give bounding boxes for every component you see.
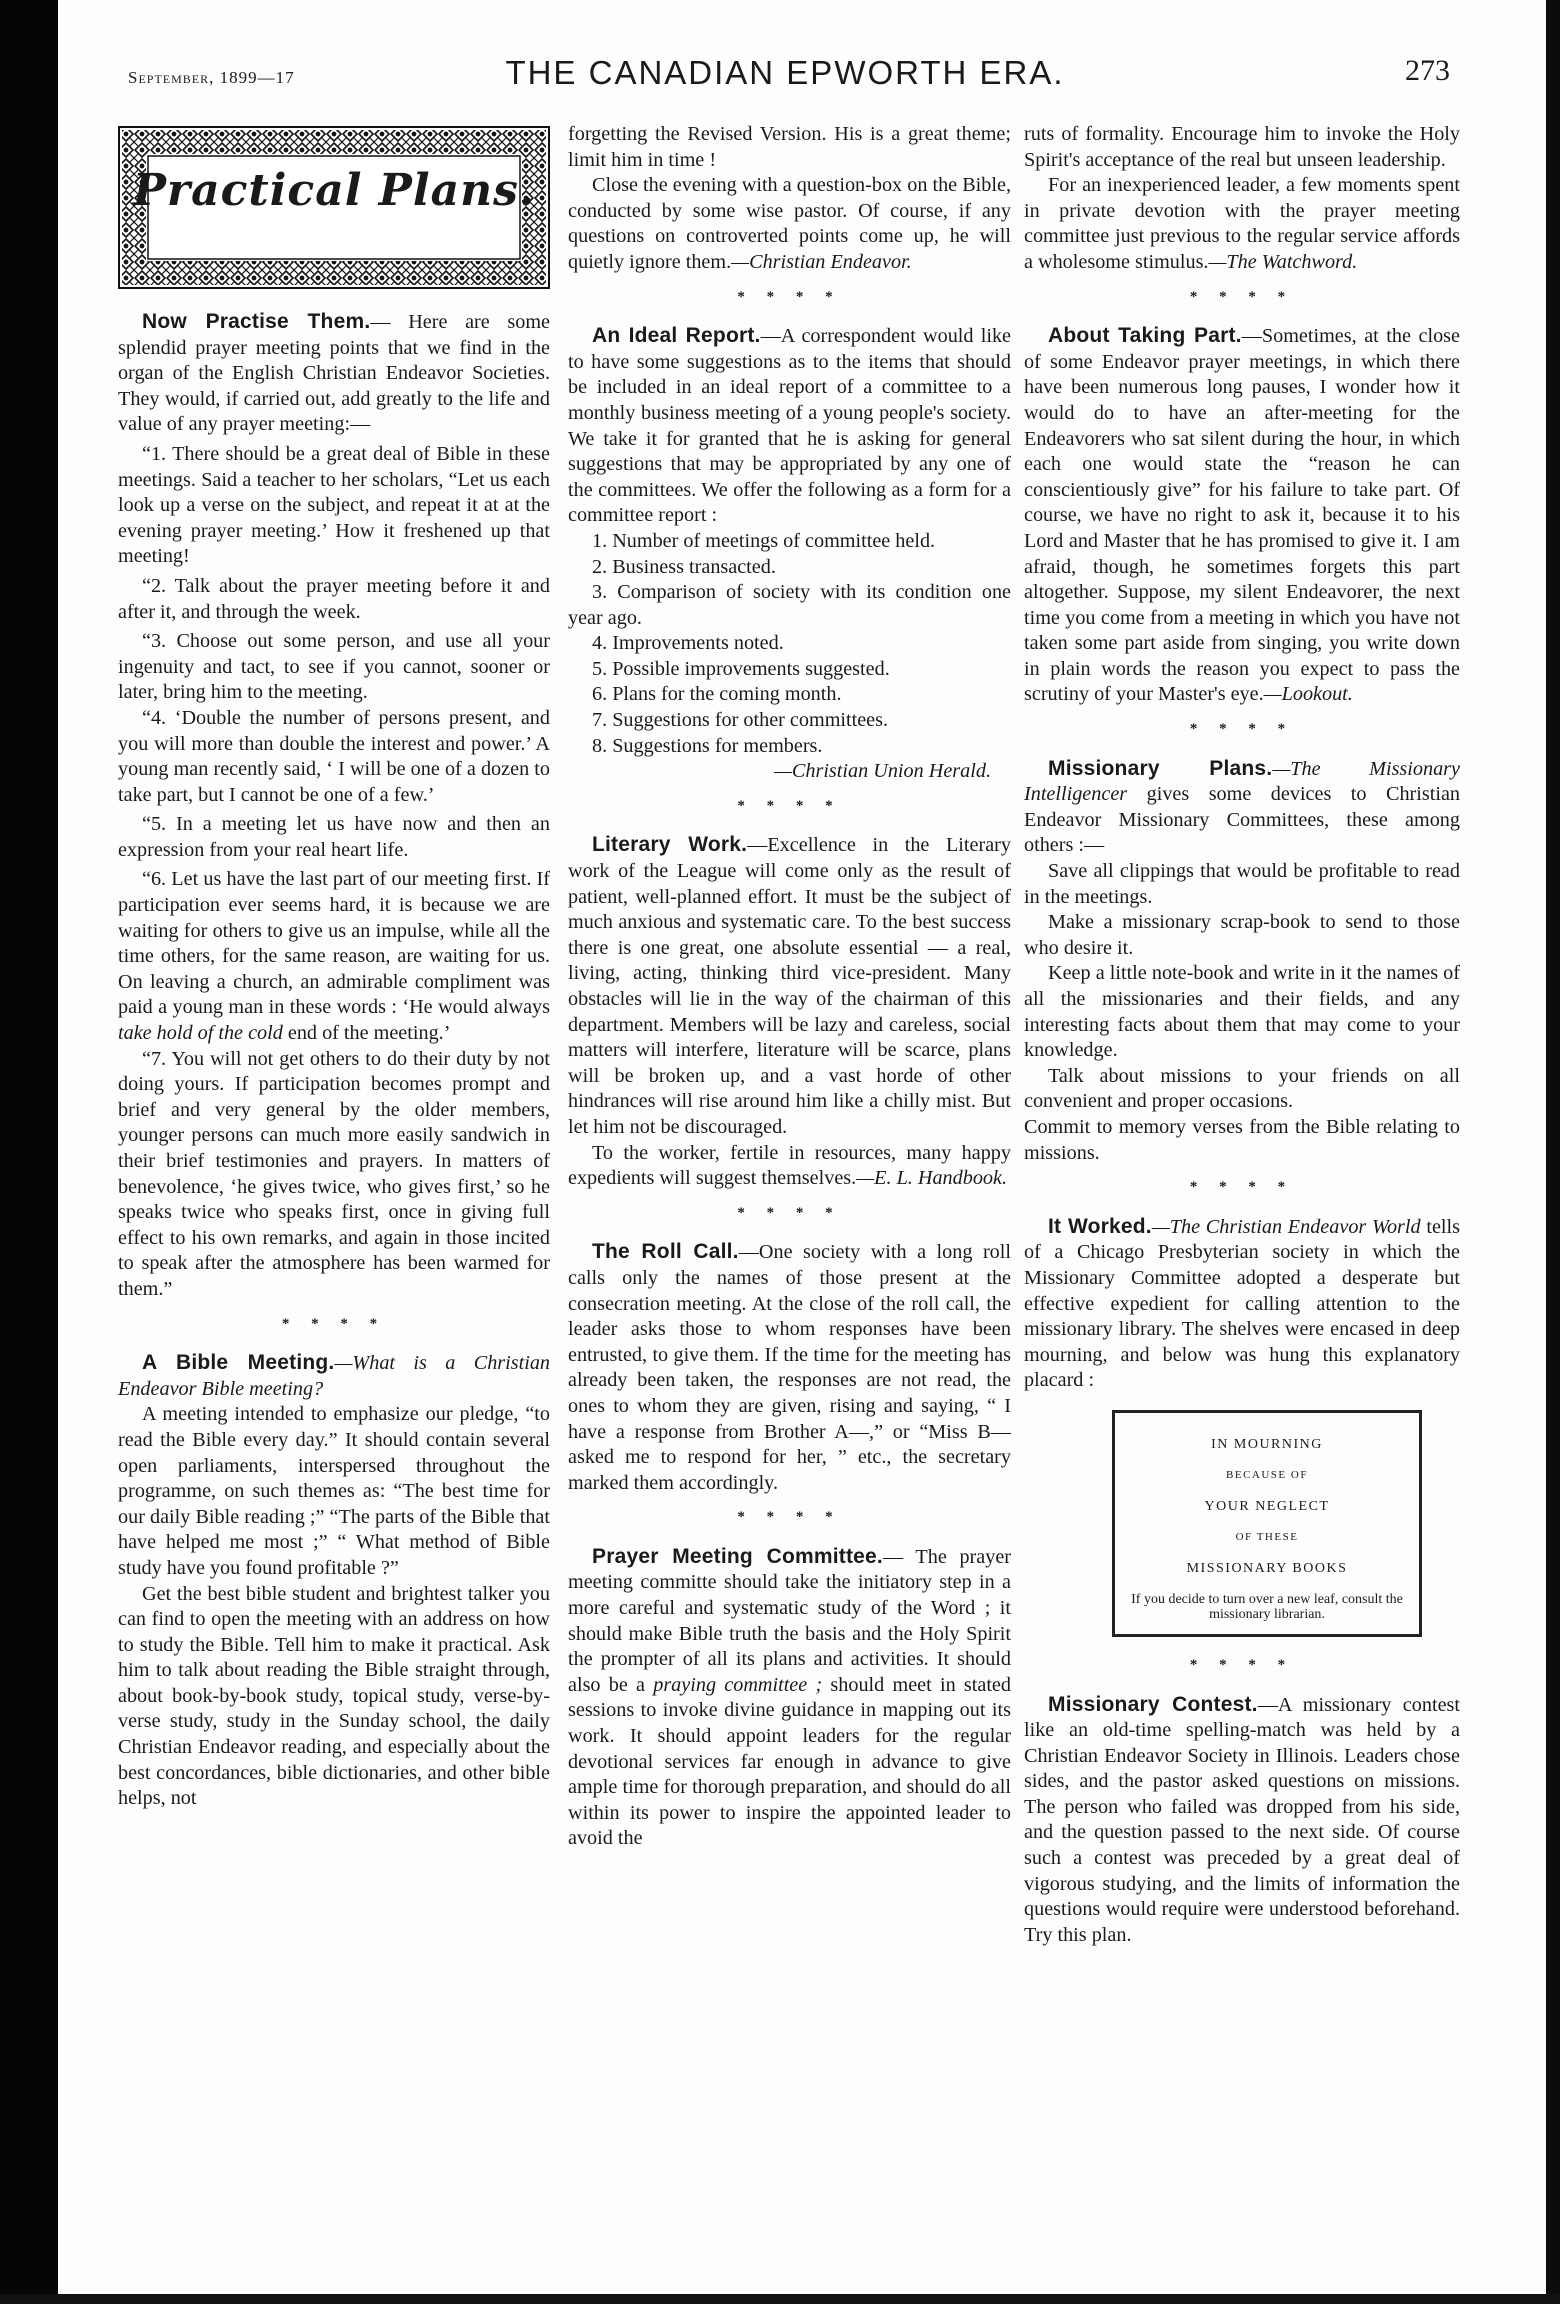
section-divider: * * * * <box>737 288 842 305</box>
list-item: 6. Plans for the coming month. <box>592 683 842 706</box>
paragraph: “1. There should be a great deal of Bible in these meetings. Said a teacher to her scholars, “Let us each look up a verse on the subject, and repeat it at at the evening prayer meeting.’ How it freshened up that meeting! <box>118 442 550 568</box>
section-divider: * * * * <box>737 1204 842 1221</box>
paragraph: Literary Work.—Excellence in the Literary work of the League will come only as the result of patient, well-planned effort. It must be the subject of much anxious and systematic care. To the best success there is one great, one absolute essential — a real, living, acting, thinking third vice-president. Many obstacles will lie in the way of the chairman of this department. Members will be lazy and careless, social matters will interfere, literature will be scarce, plans will be broken up, and a vast horde of other hindrances will rise around him like a chilly mist. But let him not be discouraged. <box>568 833 1011 1138</box>
banner-title: Practical Plans. <box>132 165 536 216</box>
placard-line: OF THESE <box>1235 1530 1299 1543</box>
paragraph: “7. You will not get others to do their duty by not doing yours. If participation becomes prompt and brief and very general by the older members, younger persons can much more easily sandwich in their brief testimonies and prayers. In matters of benevolence, ‘he gives twice, who gives first,’ so he speaks twice who speaks first, once in giving full effect to his own remarks, and again in those incited to speak after the atmosphere has been warmed for them.” <box>118 1047 550 1300</box>
section-divider: * * * * <box>1189 1656 1295 1673</box>
paragraph: forgetting the Revised Version. His is a great theme; limit him in time ! <box>568 123 1011 171</box>
list-item: 4. Improvements noted. <box>592 632 784 655</box>
section-divider: * * * * <box>737 797 842 814</box>
placard-line: IN MOURNING <box>1211 1436 1323 1452</box>
scan-edge-left <box>0 0 58 2304</box>
paragraph: Close the evening with a question-box on the Bible, conducted by some wise pastor. Of course, if any questions on controverted points come up, he will quietly ignore them.—Christian Endeavor. <box>568 174 1011 273</box>
column-3 <box>1024 122 1460 1948</box>
mourning-placard <box>1112 1410 1422 1637</box>
paragraph: Commit to memory verses from the Bible relating to missions. <box>1024 1115 1460 1164</box>
list-item: 7. Suggestions for other committees. <box>592 709 889 732</box>
source-citation: —Christian Union Herald. <box>773 760 991 783</box>
section-divider: * * * * <box>1189 1179 1295 1196</box>
publication-title: THE CANADIAN EPWORTH ERA. <box>505 54 1065 91</box>
column-2 <box>568 122 1011 1852</box>
paragraph: ruts of formality. Encourage him to invoke the Holy Spirit's acceptance of the real but unseen leadership. <box>1024 123 1460 171</box>
issue-date: September, 1899—17 <box>128 68 295 87</box>
paragraph: An Ideal Report.—A correspondent would like to have some suggestions as to the items that should be included in an ideal report of a committee to a monthly business meeting of a young people's society. We take it for granted that he is asking for general suggestions that may be appropriated by any one of the committees. We offer the following as a form for a committee report : <box>568 324 1011 527</box>
page-number: 273 <box>1405 54 1450 87</box>
section-divider: * * * * <box>281 1315 387 1332</box>
paragraph: Missionary Contest.—A missionary contest like an old-time spelling-match was held by a Christian Endeavor Society in Illinois. Leaders chose sides, and the pastor asked questions on missions. The person who failed was dropped from his side, and the question passed to the next side. Of course such a contest was preceded by a great deal of vigorous studying, and the limits of information the questions would require were understood beforehand. Try this plan. <box>1024 1692 1460 1946</box>
section-heading: Prayer Meeting Committee. <box>592 1544 883 1568</box>
column-1 <box>118 122 550 1812</box>
section-heading: A Bible Meeting. <box>142 1351 335 1375</box>
section-heading: Missionary Contest. <box>1048 1692 1258 1716</box>
paragraph: Make a missionary scrap-book to send to those who desire it. <box>1024 911 1460 959</box>
section-heading: It Worked. <box>1048 1214 1152 1238</box>
placard-note: If you decide to turn over a new leaf, consult the missionary librarian. <box>1131 1591 1403 1622</box>
section-heading: About Taking Part. <box>1048 324 1242 348</box>
section-heading: The Roll Call. <box>592 1240 739 1264</box>
list-item: 3. Comparison of society with its condition one year ago. <box>568 581 1011 629</box>
source-citation: —E. L. Handbook. <box>856 1167 1008 1190</box>
paragraph: “5. In a meeting let us have now and then an expression from your real heart life. <box>118 813 550 861</box>
running-header <box>120 52 1450 112</box>
placard-line: YOUR NEGLECT <box>1204 1498 1330 1514</box>
scan-edge-right <box>1546 0 1560 2304</box>
placard-line: BECAUSE OF <box>1226 1468 1308 1481</box>
section-heading: Now Practise Them. <box>142 310 371 333</box>
list-item: 1. Number of meetings of committee held. <box>592 529 936 552</box>
section-heading: Missionary Plans. <box>1048 756 1273 780</box>
placard-line: MISSIONARY BOOKS <box>1186 1560 1348 1576</box>
source-citation: —The Watchword. <box>1208 250 1358 273</box>
paragraph: For an inexperienced leader, a few moments spent in private devotion with the prayer meeting committee just previous to the regular service affords a wholesome stimulus.—The Watchword. <box>1024 174 1460 273</box>
paragraph: It Worked.—The Christian Endeavor World tells of a Chicago Presbyterian society in which the Missionary Committee adopted a desperate but effective expedient for calling attention to the missionary library. The shelves were encased in deep mourning, and below was hung this explanatory placard : <box>1024 1214 1460 1392</box>
list-item: 2. Business transacted. <box>592 555 776 578</box>
paragraph: Get the best bible student and brightest talker you can find to open the meeting with an address on how to study the Bible. Tell him to make it practical. Ask him to talk about reading the Bible straight through, about book-by-book study, topical study, verse-by-verse study, study in the Sunday school, the daily Christian Endeavor reading, and especially about the best concordances, bible dictionaries, and other bible helps, not <box>118 1582 550 1810</box>
paragraph: “2. Talk about the prayer meeting before it and after it, and through the week. <box>118 574 550 623</box>
paragraph: About Taking Part.—Sometimes, at the close of some Endeavor prayer meetings, in which there have been numerous long pauses, I wonder how it would do to have an after-meeting for the Endeavorers who sat silent during the hour, in which each one would state the “reason he can conscientiously give” for his failure to take part. Of course, we have no right to ask it, because it to his Lord and Master that he has promised to give it. I am afraid, though, he sometimes forgets this part altogether. Suppose, my silent Endeavorer, the next time you come from a meeting in which you have not taken some part aside from singing, you write down in plain words the reason you expect to pass the scrutiny of your Master's eye.—Lookout. <box>1024 324 1460 706</box>
paragraph: Keep a little note-book and write in it the names of all the missionaries and their fields, and any interesting facts about them that may come to your knowledge. <box>1024 962 1460 1062</box>
paragraph: Now Practise Them.— Here are some splendid prayer meeting points that we find in the organ of the English Christian Endeavor Societies. They would, if carried out, add greatly to the life and value of any prayer meeting:— <box>118 310 550 436</box>
section-divider: * * * * <box>737 1509 842 1526</box>
report-list <box>568 529 1011 759</box>
paragraph: To the worker, fertile in resources, many happy expedients will suggest themselves.—E. L. Handbook. <box>568 1141 1011 1190</box>
section-heading: Literary Work. <box>592 833 748 857</box>
scan-edge-bottom <box>0 2294 1560 2304</box>
paragraph: A Bible Meeting.—What is a Christian Endeavor Bible meeting? <box>118 1351 551 1400</box>
list-item: 8. Suggestions for members. <box>592 734 823 757</box>
paragraph: “4. ‘Double the number of persons present, and you will more than double the interest and power.’ A young man recently said, ‘ I will be one of a dozen to take part, but I cannot be one of a few.’ <box>118 706 550 806</box>
source-citation: —Lookout. <box>1263 683 1353 706</box>
paragraph: A meeting intended to emphasize our pledge, “to read the Bible every day.” It should contain several open parliaments, interspersed throughout the programme, on such themes as: “The best time for our daily Bible reading ;” “The parts of the Bible that have helped me most ;” “ What method of Bible study have you found profitable ?” <box>118 1403 550 1579</box>
paragraph: The Roll Call.—One society with a long roll calls only the names of those present at the consecration meeting. At the close of the roll call, the leader asks those to whom responses have been entrusted, to give them. If the time for the meeting has already been taken, the responses are not read, the ones to whom they are given, rising and saying, “ I have a response from Brother A—,” or “Miss B— asked me to respond for her, ” etc., the secretary marked them accordingly. <box>568 1240 1011 1494</box>
paragraph: Save all clippings that would be profitable to read in the meetings. <box>1024 860 1460 908</box>
paragraph: “6. Let us have the last part of our meeting first. If participation ever seems hard, it is because we are waiting for others to give us an impulse, while all the time others, for the same reason, are waiting for us. On leaving a church, an admirable compliment was paid a young man in these words : ‘He would always take hold of the cold end of the meeting.’ <box>118 868 550 1045</box>
paragraph: Prayer Meeting Committee.— The prayer meeting committe should take the initiatory step in a more careful and systematic study of the Word ; it should make Bible truth the basis and the Holy Spirit the prompter of all its plans and activities. It should also be a praying committee ; should meet in stated sessions to invoke divine guidance in mapping out its work. It should appoint leaders for the regular devotional services far enough in advance to give ample time for thorough preparation, and should do all within its power to inspire the appointed leader to avoid the <box>568 1544 1012 1850</box>
section-divider: * * * * <box>1189 288 1295 305</box>
list-item: 5. Possible improvements suggested. <box>592 657 890 680</box>
paragraph: “3. Choose out some person, and use all your ingenuity and tact, to see if you cannot, sooner or later, bring him to the meeting. <box>118 630 550 704</box>
source-citation: —Christian Endeavor. <box>731 250 912 273</box>
section-banner <box>118 126 550 289</box>
section-heading: An Ideal Report. <box>592 324 761 348</box>
paragraph: Missionary Plans.—The Missionary Intelligencer gives some devices to Christian Endeavor Missionary Committees, these among others :— <box>1024 756 1460 857</box>
section-divider: * * * * <box>1189 721 1295 738</box>
paragraph: Talk about missions to your friends on all convenient and proper occasions. <box>1024 1064 1460 1113</box>
